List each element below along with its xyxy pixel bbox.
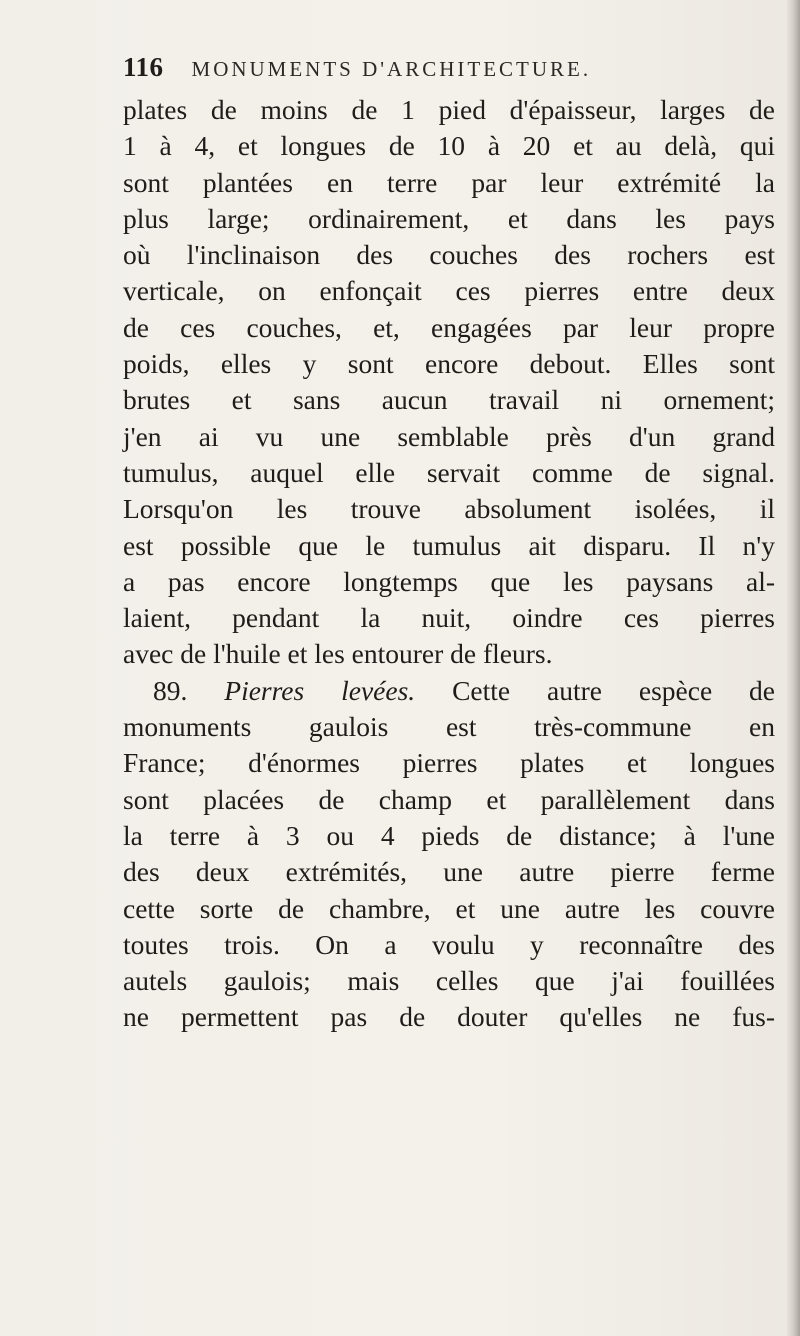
text-line: cette sorte de chambre, et une autre les couvre xyxy=(123,892,775,924)
section-number: 89. xyxy=(153,674,188,706)
text-line: tumulus, auquel elle servait comme de signal. xyxy=(123,456,775,488)
text-line: laient, pendant la nuit, oindre ces pierres xyxy=(123,602,775,634)
text-line: sont plantées en terre par leur extrémité la xyxy=(123,166,775,198)
page-gutter-shadow xyxy=(786,0,800,1336)
text-line: monuments gaulois est très-commune en xyxy=(123,711,775,743)
section-heading: Pierres levées. xyxy=(224,674,416,706)
body-text xyxy=(123,92,783,1036)
text-line: sont placées de champ et parallèlement dans xyxy=(123,783,775,815)
text-line: 1 à 4, et longues de 10 à 20 et au delà, qui xyxy=(123,130,775,162)
text-line: des deux extrémités, une autre pierre ferme xyxy=(123,856,775,888)
text-line: la terre à 3 ou 4 pieds de distance; à l'une xyxy=(123,819,775,851)
text-line: Lorsqu'on les trouve absolument isolées, il xyxy=(123,493,775,525)
paragraph-last-line: avec de l'huile et les entourer de fleurs. xyxy=(123,638,553,670)
text-line: poids, elles y sont encore debout. Elles sont xyxy=(123,348,775,380)
page-number: 116 xyxy=(123,52,164,82)
text-line: toutes trois. On a voulu y reconnaître des xyxy=(123,928,775,960)
text-line: est possible que le tumulus ait disparu. Il n'y xyxy=(123,529,775,561)
section-first-line xyxy=(123,673,775,709)
text-line: verticale, on enfonçait ces pierres entre deux xyxy=(123,275,775,307)
running-title: MONUMENTS D'ARCHITECTURE. xyxy=(191,57,592,81)
text-line: ne permettent pas de douter qu'elles ne fus- xyxy=(123,1001,775,1033)
text-line: plates de moins de 1 pied d'épaisseur, larges de xyxy=(123,94,775,125)
text-line: a pas encore longtemps que les paysans al- xyxy=(123,565,775,597)
running-head xyxy=(123,52,743,92)
section-first-line-text: Cette autre espèce de xyxy=(452,674,776,706)
text-line: brutes et sans aucun travail ni ornement; xyxy=(123,384,775,416)
text-line: de ces couches, et, engagées par leur propre xyxy=(123,311,775,343)
text-line: où l'inclinaison des couches des rochers est xyxy=(123,239,775,271)
text-line: France; d'énormes pierres plates et longues xyxy=(123,747,775,779)
text-line: plus large; ordinairement, et dans les pays xyxy=(123,202,775,234)
text-line: j'en ai vu une semblable près d'un grand xyxy=(123,420,775,452)
text-line: autels gaulois; mais celles que j'ai fouillées xyxy=(123,965,775,997)
